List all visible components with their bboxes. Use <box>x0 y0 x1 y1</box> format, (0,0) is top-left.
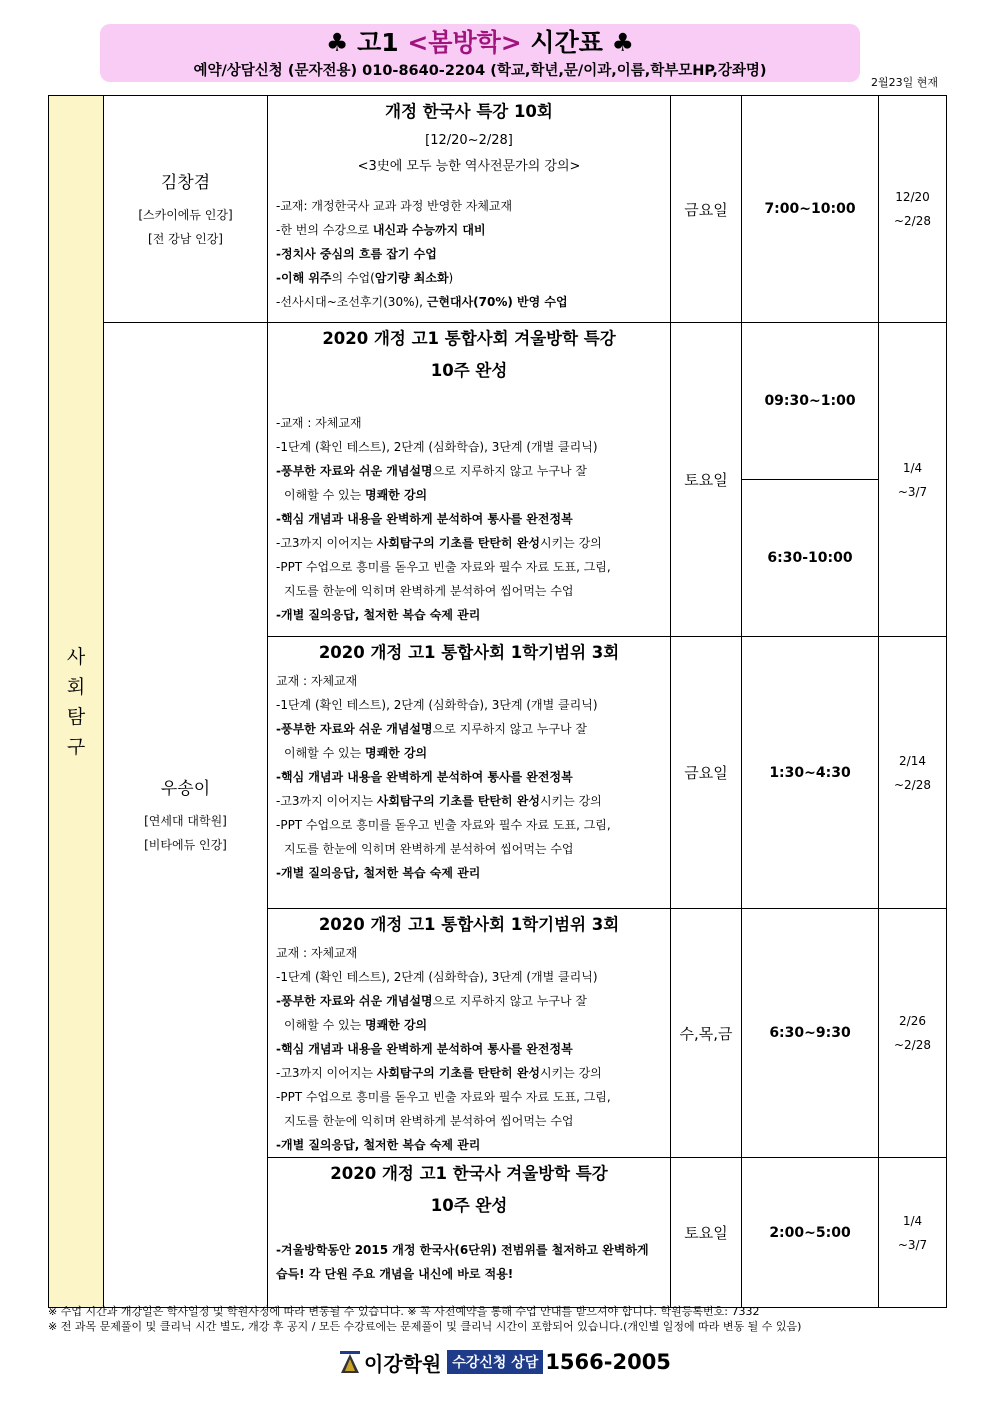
academy-logo <box>338 1347 441 1377</box>
course-cell <box>268 323 671 637</box>
enroll-badge: 수강신청 상담 <box>447 1350 543 1374</box>
course-detail: -정치사 중심의 흐름 잡기 수업 <box>276 247 437 261</box>
course-detail: -개별 질의응답, 철저한 복습 숙제 관리 <box>276 608 481 622</box>
course-detail: -풍부한 자료와 쉬운 개념설명으로 지루하지 않고 누구나 잘 <box>276 464 587 478</box>
course-detail: -개별 질의응답, 철저한 복습 숙제 관리 <box>276 1138 481 1152</box>
course-detail: 교재 : 자체교재 <box>276 946 358 960</box>
course-title: 2020 개정 고1 통합사회 1학기범위 3회 <box>318 915 620 934</box>
course-detail: -교재: 개정한국사 교과 과정 반영한 자체교재 <box>276 199 513 213</box>
course-detail: -PPT 수업으로 흥미를 돋우고 빈출 자료와 필수 자료 도표, 그림, <box>276 1090 611 1104</box>
title-banner <box>100 24 860 82</box>
teacher-name: 김창겸 <box>160 172 211 193</box>
course-detail: -풍부한 자료와 쉬운 개념설명으로 지루하지 않고 누구나 잘 <box>276 722 587 736</box>
course-title: 2020 개정 고1 통합사회 겨울방학 특강 <box>322 329 616 348</box>
course-detail: 이해할 수 있는 명쾌한 강의 <box>284 488 428 502</box>
course-detail: -겨울방학동안 2015 개정 한국사(6단위) 전범위를 철저하고 완벽하게 <box>276 1243 649 1257</box>
time-cell: 6:30~9:30 <box>742 909 879 1158</box>
page-title: ♣ 고1 <봄방학> 시간표 ♣ <box>325 28 634 57</box>
contact-info: 예약/상담신청 (문자전용) 010-8640-2204 (학교,학년,문/이과,이름,학부모HP,강좌명) <box>193 63 767 79</box>
course-detail: -교재 : 자체교재 <box>276 416 362 430</box>
course-detail: -고3까지 이어지는 사회탐구의 기초를 탄탄히 완성시키는 강의 <box>276 536 602 550</box>
phone-number: 1566-2005 <box>545 1350 671 1374</box>
course-detail: -핵심 개념과 내용을 완벽하게 분석하여 통사를 완전정복 <box>276 512 573 526</box>
teacher-credential: [스카이에듀 인강] <box>138 207 233 222</box>
course-detail: -1단계 (확인 테스트), 2단계 (심화학습), 3단계 (개별 클리닉) <box>276 698 598 712</box>
course-detail: 교재 : 자체교재 <box>276 674 358 688</box>
course-detail: -핵심 개념과 내용을 완벽하게 분석하여 통사를 완전정복 <box>276 770 573 784</box>
day-cell: 수,목,금 <box>671 909 742 1158</box>
course-detail: -고3까지 이어지는 사회탐구의 기초를 탄탄히 완성시키는 강의 <box>276 1066 602 1080</box>
time-cell: 6:30-10:00 <box>742 480 879 637</box>
course-cell <box>268 96 671 323</box>
course-detail: -1단계 (확인 테스트), 2단계 (심화학습), 3단계 (개별 클리닉) <box>276 970 598 984</box>
note-line: ※ 전 과목 문제풀이 및 클리닉 시간 별도, 개강 후 공지 / 모든 수강료에는 문제풀이 및 클리닉 시간이 포함되어 있습니다.(개인별 일정에 따라 변동 될 수 있음) <box>48 1320 802 1333</box>
course-title: 2020 개정 고1 통합사회 1학기범위 3회 <box>318 643 620 662</box>
teacher-name: 우송이 <box>160 778 211 799</box>
course-detail: -1단계 (확인 테스트), 2단계 (심화학습), 3단계 (개별 클리닉) <box>276 440 598 454</box>
day-cell: 토요일 <box>671 1158 742 1308</box>
course-detail: -핵심 개념과 내용을 완벽하게 분석하여 통사를 완전정복 <box>276 1042 573 1056</box>
course-dates: [12/20~2/28] <box>425 133 513 148</box>
course-detail: 이해할 수 있는 명쾌한 강의 <box>284 1018 428 1032</box>
course-cell <box>268 909 671 1158</box>
teacher-cell <box>104 96 268 323</box>
teacher-credential: [비타에듀 인강] <box>144 837 227 852</box>
period-cell: 2/14 ~2/28 <box>879 637 947 909</box>
course-detail: -PPT 수업으로 흥미를 돋우고 빈출 자료와 필수 자료 도표, 그림, <box>276 560 611 574</box>
course-title: 10주 완성 <box>430 361 508 380</box>
course-cell <box>268 1158 671 1308</box>
course-title: 10주 완성 <box>430 1196 508 1215</box>
table-row <box>49 96 947 323</box>
period-cell: 1/4 ~3/7 <box>879 1158 947 1308</box>
course-detail: 지도를 한눈에 익히며 완벽하게 분석하여 씹어먹는 수업 <box>284 842 574 856</box>
day-cell: 금요일 <box>671 637 742 909</box>
course-tagline: <3史에 모두 능한 역사전문가의 강의> <box>357 159 581 174</box>
period-cell: 2/26 ~2/28 <box>879 909 947 1158</box>
course-detail: 이해할 수 있는 명쾌한 강의 <box>284 746 428 760</box>
course-title: 2020 개정 고1 한국사 겨울방학 특강 <box>330 1164 608 1183</box>
course-detail: 지도를 한눈에 익히며 완벽하게 분석하여 씹어먹는 수업 <box>284 584 574 598</box>
time-cell: 09:30~1:00 <box>742 323 879 480</box>
course-title: 개정 한국사 특강 10회 <box>385 102 553 121</box>
course-detail: -PPT 수업으로 흥미를 돋우고 빈출 자료와 필수 자료 도표, 그림, <box>276 818 611 832</box>
period-cell: 12/20 ~2/28 <box>879 96 947 323</box>
course-detail: 지도를 한눈에 익히며 완벽하게 분석하여 씹어먹는 수업 <box>284 1114 574 1128</box>
day-cell: 금요일 <box>671 96 742 323</box>
course-detail: -개별 질의응답, 철저한 복습 숙제 관리 <box>276 866 481 880</box>
notes <box>48 1304 948 1334</box>
table-row <box>49 323 947 480</box>
course-detail: 습득! 각 단원 주요 개념을 내신에 바로 적용! <box>276 1267 514 1281</box>
course-detail: -이해 위주의 수업(암기량 최소화) <box>276 271 454 285</box>
time-cell: 1:30~4:30 <box>742 637 879 909</box>
time-cell: 7:00~10:00 <box>742 96 879 323</box>
category-cell: 사 회 탐 구 <box>49 96 104 1308</box>
footer <box>338 1344 671 1380</box>
teacher-cell <box>104 323 268 1308</box>
course-detail: -고3까지 이어지는 사회탐구의 기초를 탄탄히 완성시키는 강의 <box>276 794 602 808</box>
period-cell: 1/4 ~3/7 <box>879 323 947 637</box>
note-line: ※ 수업 시간과 개강일은 학사일정 및 학원사정에 따라 변동될 수 있습니다. ※ 꼭 사전예약을 통해 수업 안내를 받으셔야 합니다. 학원등록번호: 7332 <box>48 1305 760 1318</box>
course-detail: -풍부한 자료와 쉬운 개념설명으로 지루하지 않고 누구나 잘 <box>276 994 587 1008</box>
academy-name: 이강학원 <box>364 1351 442 1376</box>
course-detail: -선사시대~조선후기(30%), 근현대사(70%) 반영 수업 <box>276 295 568 309</box>
academy-logo-icon <box>338 1347 362 1377</box>
course-detail: -한 번의 수강으로 내신과 수능까지 대비 <box>276 223 486 237</box>
day-cell: 토요일 <box>671 323 742 637</box>
schedule-table <box>48 95 947 1308</box>
as-of-date: 2월23일 현재 <box>871 76 938 89</box>
teacher-credential: [전 강남 인강] <box>148 231 223 246</box>
teacher-credential: [연세대 대학원] <box>144 813 227 828</box>
time-cell: 2:00~5:00 <box>742 1158 879 1308</box>
course-cell <box>268 637 671 909</box>
